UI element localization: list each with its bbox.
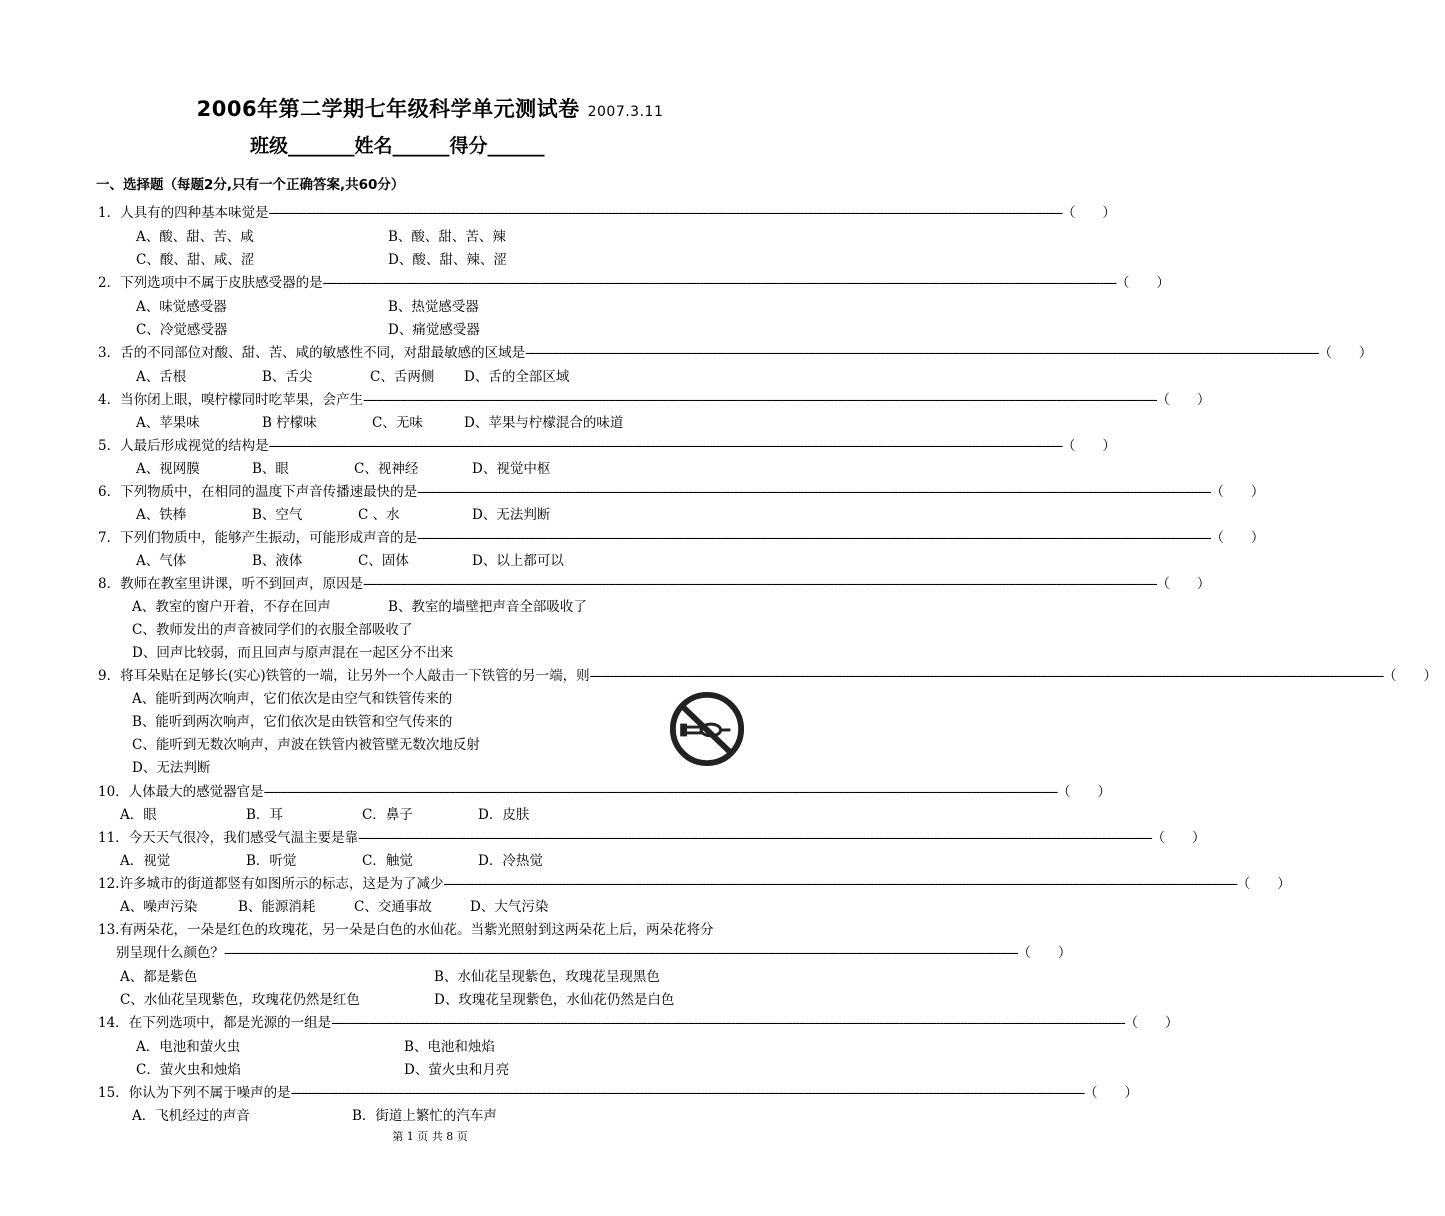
option-d[interactable]: D、酸、甜、辣、涩	[388, 252, 507, 268]
question-10	[98, 782, 1112, 802]
answer-blank[interactable]: （ ）	[1115, 275, 1170, 291]
question-stem: 15．你认为下列不属于噪声的是	[98, 1085, 291, 1101]
leader-dashes: --------------------------------------------------------------------------------------------------------------------------------------------------------------------------------------------------------------------------------------------	[358, 830, 1152, 846]
leader-dashes: --------------------------------------------------------------------------------------------------------------------------------------------------------------------------------------------------------------------------------------------	[290, 1085, 1085, 1101]
option-d[interactable]: D、无法判断	[132, 760, 211, 776]
question-stem: 14．在下列选项中，都是光源的一组是	[98, 1015, 332, 1031]
question-stem: 9．将耳朵贴在足够长(实心)铁管的一端，让另外一个人敲击一下铁管的另一端，则	[98, 668, 590, 684]
option-a[interactable]: A、噪声污染	[120, 899, 198, 915]
answer-blank[interactable]: （ ）	[1210, 530, 1265, 546]
question-stem: 5．人最后形成视觉的结构是	[98, 438, 269, 454]
exam-date: 2007.3.11	[587, 104, 664, 120]
page-footer: 第 1 页 共 8 页	[392, 1130, 468, 1143]
answer-blank[interactable]: （ ）	[1156, 576, 1211, 592]
option-d[interactable]: D、舌的全部区域	[464, 369, 570, 385]
option-b[interactable]: B、电池和烛焰	[404, 1039, 495, 1055]
question-stem: 8．教师在教室里讲课，听不到回声，原因是	[98, 576, 364, 592]
leader-dashes: --------------------------------------------------------------------------------------------------------------------------------------------------------------------------------------------------------------------------------------------	[268, 205, 1062, 221]
answer-blank[interactable]: （ ）	[1057, 784, 1112, 800]
option-c[interactable]: C．鼻子	[362, 807, 413, 823]
option-b[interactable]: B．听觉	[246, 853, 297, 869]
question-stem: 12.许多城市的街道都竖有如图所示的标志，这是为了减少	[98, 876, 444, 892]
option-b[interactable]: B、能听到两次响声，它们依次是由铁管和空气传来的	[132, 714, 453, 730]
question-4	[98, 390, 1211, 410]
option-c[interactable]: C、视神经	[354, 461, 419, 477]
option-c[interactable]: C、水仙花呈现紫色，玫瑰花仍然是红色	[120, 992, 360, 1008]
section-heading: 一、选择题（每题2分,只有一个正确答案,共60分）	[96, 177, 405, 193]
question-6	[98, 482, 1265, 502]
leader-dashes: --------------------------------------------------------------------------------------------------------------------------------------------------------------------------------------------------------------------------------------------	[363, 576, 1157, 592]
option-a[interactable]: A．电池和萤火虫	[136, 1039, 241, 1055]
option-a[interactable]: A、酸、甜、苦、咸	[136, 229, 254, 245]
option-b[interactable]: B、空气	[252, 507, 303, 523]
option-c[interactable]: C、舌两侧	[370, 369, 435, 385]
answer-blank[interactable]: （ ）	[1318, 345, 1373, 361]
option-c[interactable]: C．触觉	[362, 853, 413, 869]
leader-dashes: --------------------------------------------------------------------------------------------------------------------------------------------------------------------------------------------------------------------------------------------	[417, 484, 1211, 500]
answer-blank[interactable]: （ ）	[1124, 1015, 1179, 1031]
question-stem: 6．下列物质中，在相同的温度下声音传播速最快的是	[98, 484, 418, 500]
question-stem: 13.有两朵花，一朵是红色的玫瑰花，另一朵是白色的水仙花。当紫光照射到这两朵花上后，两朵花将分	[98, 922, 714, 938]
option-a[interactable]: A、都是紫色	[120, 969, 198, 985]
question-13	[98, 920, 788, 940]
leader-dashes: --------------------------------------------------------------------------------------------------------------------------------------------------------------------------------------------------------------------------------------------	[322, 275, 1116, 291]
leader-dashes: --------------------------------------------------------------------------------------------------------------------------------------------------------------------------------------------------------------------------------------------	[417, 530, 1211, 546]
question-9	[98, 666, 1437, 686]
option-a[interactable]: A、视网膜	[136, 461, 200, 477]
option-d[interactable]: D、痛觉感受器	[388, 322, 480, 338]
option-d[interactable]: D．皮肤	[478, 807, 530, 823]
leader-dashes: --------------------------------------------------------------------------------------------------------------------------------------------------------------------------------------------------------------------------------------------	[268, 438, 1062, 454]
option-b[interactable]: B、眼	[252, 461, 289, 477]
option-b[interactable]: B 柠檬味	[262, 415, 317, 431]
option-b[interactable]: B、教室的墙壁把声音全部吸收了	[388, 599, 587, 615]
leader-dashes: --------------------------------------------------------------------------------------------------------------------------------------------------------------------------------------------------------------------------------------------	[363, 392, 1157, 408]
answer-blank[interactable]: （ ）	[1084, 1085, 1139, 1101]
option-c[interactable]: C、能听到无数次响声，声波在铁管内被管壁无数次地反射	[132, 737, 480, 753]
option-c[interactable]: C、酸、甜、咸、涩	[136, 252, 255, 268]
leader-dashes: --------------------------------------------------------------------------------------------------------------------------------------------------------------------------------------------------------------------------------------------	[224, 945, 1018, 961]
question-11	[98, 828, 1206, 848]
option-d[interactable]: D、大气污染	[470, 899, 549, 915]
question-12	[98, 874, 1291, 894]
question-stem: 2．下列选项中不属于皮肤感受器的是	[98, 275, 323, 291]
option-d[interactable]: D、萤火虫和月亮	[404, 1062, 510, 1078]
option-a[interactable]: A、舌根	[136, 369, 187, 385]
option-d[interactable]: D．冷热觉	[478, 853, 543, 869]
question-stem: 11．今天天气很冷，我们感受气温主要是靠	[98, 830, 359, 846]
option-b[interactable]: B、能源消耗	[238, 899, 316, 915]
leader-dashes: --------------------------------------------------------------------------------------------------------------------------------------------------------------------------------------------------------------------------------------------	[263, 784, 1058, 800]
answer-blank[interactable]: （ ）	[1061, 205, 1116, 221]
no-horn-sign-icon	[668, 690, 746, 768]
option-d[interactable]: D、回声比较弱，而且回声与原声混在一起区分不出来	[132, 645, 454, 661]
answer-blank[interactable]: （ ）	[1210, 484, 1265, 500]
option-d[interactable]: D、苹果与柠檬混合的味道	[464, 415, 624, 431]
answer-blank[interactable]: （ ）	[1151, 830, 1206, 846]
question-stem: 1．人具有的四种基本味觉是	[98, 205, 269, 221]
option-c[interactable]: C、固体	[358, 553, 409, 569]
answer-blank[interactable]: （ ）	[1017, 945, 1072, 961]
option-b[interactable]: B、液体	[252, 553, 303, 569]
option-a[interactable]: A．眼	[120, 807, 157, 823]
answer-blank[interactable]: （ ）	[1061, 438, 1116, 454]
option-b[interactable]: B、热觉感受器	[388, 299, 479, 315]
leader-dashes: --------------------------------------------------------------------------------------------------------------------------------------------------------------------------------------------------------------------------------------------	[331, 1015, 1125, 1031]
question-stem: 10．人体最大的感觉器官是	[98, 784, 264, 800]
answer-blank[interactable]: （ ）	[1156, 392, 1211, 408]
option-a[interactable]: A．飞机经过的声音	[132, 1108, 250, 1124]
answer-blank[interactable]: （ ）	[1382, 668, 1437, 684]
option-a[interactable]: A．视觉	[120, 853, 171, 869]
option-d[interactable]: D、玫瑰花呈现紫色，水仙花仍然是白色	[434, 992, 675, 1008]
option-b[interactable]: B．街道上繁忙的汽车声	[352, 1108, 497, 1124]
question-14	[98, 1013, 1179, 1033]
option-b[interactable]: B、水仙花呈现紫色，玫瑰花呈现黑色	[434, 969, 660, 985]
leader-dashes: --------------------------------------------------------------------------------------------------------------------------------------------------------------------------------------------------------------------------------------------	[443, 876, 1237, 892]
option-c[interactable]: C．萤火虫和烛焰	[136, 1062, 241, 1078]
option-c[interactable]: C、交通事故	[354, 899, 432, 915]
page-title: 2006年第二学期七年级科学单元测试卷 2007.3.11	[196, 97, 664, 121]
option-a[interactable]: A、味觉感受器	[136, 299, 227, 315]
question-stem: 4．当你闭上眼，嗅柠檬同时吃苹果，会产生	[98, 392, 364, 408]
question-stem-continued	[116, 943, 1072, 963]
option-c[interactable]: C、无味	[372, 415, 423, 431]
question-1	[98, 203, 1116, 223]
answer-blank[interactable]: （ ）	[1236, 876, 1291, 892]
question-stem: 7．下列们物质中，能够产生振动，可能形成声音的是	[98, 530, 418, 546]
info-line: 班级_______姓名______得分______	[250, 135, 545, 157]
option-c[interactable]: C 、水	[358, 507, 400, 523]
question-2	[98, 273, 1170, 293]
option-a[interactable]: A、苹果味	[136, 415, 200, 431]
option-a[interactable]: A、铁棒	[136, 507, 187, 523]
option-c[interactable]: C、教师发出的声音被同学们的衣服全部吸收了	[132, 622, 413, 638]
question-3	[98, 343, 1373, 363]
option-a[interactable]: A、能听到两次响声，它们依次是由空气和铁管传来的	[132, 691, 453, 707]
option-b[interactable]: B、酸、甜、苦、辣	[388, 229, 506, 245]
question-15	[98, 1083, 1139, 1103]
option-d[interactable]: D、无法判断	[472, 507, 551, 523]
option-c[interactable]: C、冷觉感受器	[136, 322, 228, 338]
question-8	[98, 574, 1211, 594]
question-stem: 3．舌的不同部位对酸、甜、苦、咸的敏感性不同，对甜最敏感的区域是	[98, 345, 526, 361]
option-b[interactable]: B、舌尖	[262, 369, 313, 385]
leader-dashes: --------------------------------------------------------------------------------------------------------------------------------------------------------------------------------------------------------------------------------------------	[525, 345, 1319, 361]
option-d[interactable]: D、以上都可以	[472, 553, 564, 569]
option-d[interactable]: D、视觉中枢	[472, 461, 551, 477]
question-stem: 别呈现什么颜色？	[116, 945, 224, 961]
option-a[interactable]: A、教室的窗户开着，不存在回声	[132, 599, 331, 615]
question-7	[98, 528, 1265, 548]
option-b[interactable]: B．耳	[246, 807, 283, 823]
option-a[interactable]: A、气体	[136, 553, 187, 569]
question-5	[98, 436, 1116, 456]
leader-dashes: --------------------------------------------------------------------------------------------------------------------------------------------------------------------------------------------------------------------------------------------	[589, 668, 1383, 684]
